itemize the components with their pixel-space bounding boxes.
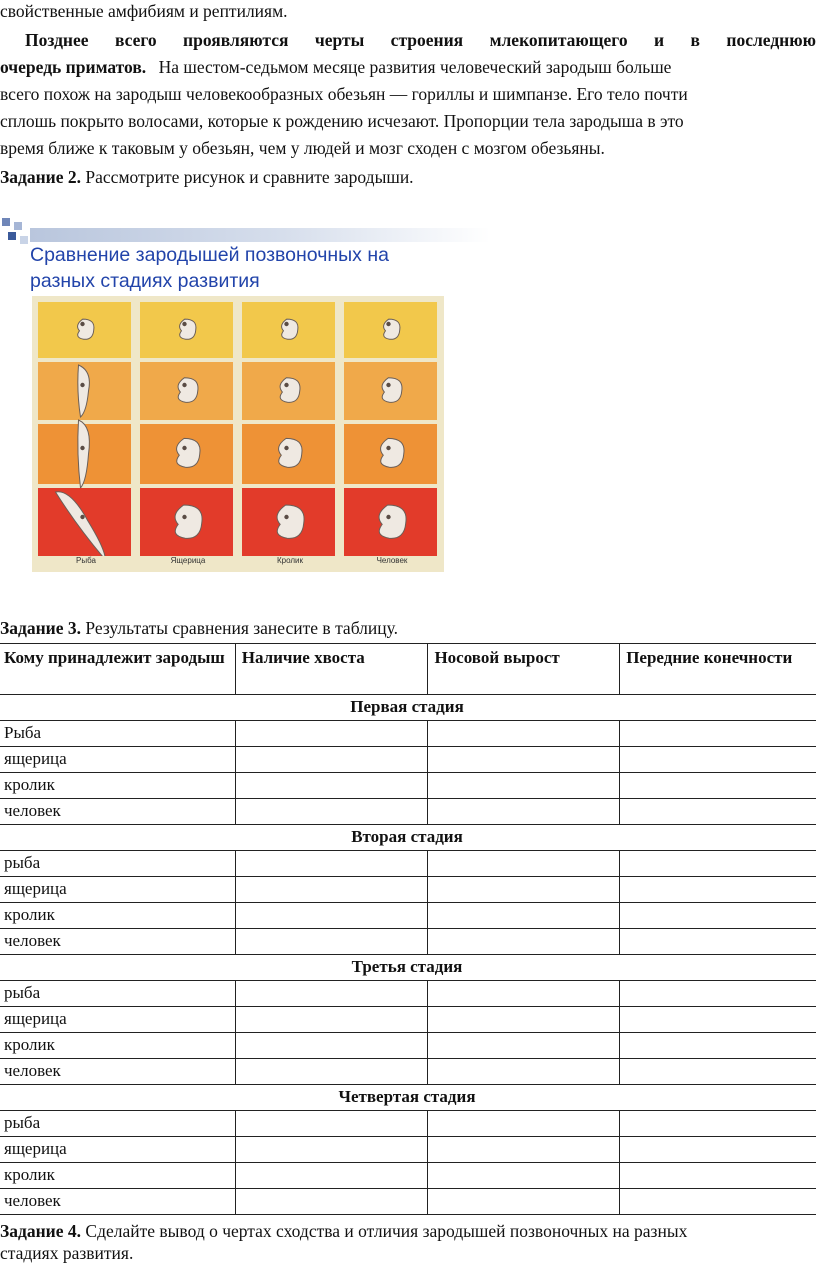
task-3-label: Задание 3. [0, 618, 82, 638]
table-row [0, 1137, 816, 1163]
paragraph-line-4: сплошь покрыто волосами, которые к рождению исчезают. Пропорции тела зародыша в это [0, 111, 684, 131]
answer-cell[interactable] [235, 1033, 428, 1059]
answer-cell[interactable] [428, 851, 620, 877]
answer-cell[interactable] [620, 877, 816, 903]
organism-cell: рыба [0, 1111, 235, 1137]
header-tail: Наличие хвоста [235, 644, 428, 695]
answer-cell[interactable] [235, 903, 428, 929]
answer-cell[interactable] [620, 1033, 816, 1059]
stage-row [0, 825, 816, 851]
embryo-shape [382, 378, 402, 403]
answer-cell[interactable] [620, 721, 816, 747]
answer-cell[interactable] [428, 1137, 620, 1163]
table-row [0, 1007, 816, 1033]
answer-cell[interactable] [620, 747, 816, 773]
comparison-table [0, 643, 816, 1215]
task-4-text-a: Сделайте вывод о чертах сходства и отличия зародышей позвоночных на разных [85, 1221, 688, 1241]
table-row [0, 1059, 816, 1085]
stage-row [0, 955, 816, 981]
task-2-text: Рассмотрите рисунок и сравните зародыши. [85, 167, 414, 187]
organism-cell: кролик [0, 903, 235, 929]
organism-cell: рыба [0, 981, 235, 1007]
decor-square [20, 236, 28, 244]
header-nose: Носовой вырост [428, 644, 620, 695]
stage-title: Четвертая стадия [0, 1085, 816, 1111]
organism-cell: рыба [0, 851, 235, 877]
answer-cell[interactable] [620, 799, 816, 825]
answer-cell[interactable] [620, 981, 816, 1007]
organism-cell: ящерица [0, 1007, 235, 1033]
embryo-shape [180, 319, 196, 339]
answer-cell[interactable] [235, 929, 428, 955]
answer-cell[interactable] [428, 1111, 620, 1137]
answer-cell[interactable] [428, 1189, 620, 1215]
stage-row [0, 1085, 816, 1111]
embryo-figure [32, 296, 444, 572]
decor-square [2, 218, 10, 226]
table-row [0, 981, 816, 1007]
decor-square [14, 222, 22, 230]
answer-cell[interactable] [620, 903, 816, 929]
organism-cell: человек [0, 1189, 235, 1215]
answer-cell[interactable] [620, 1111, 816, 1137]
embryo-shape [379, 505, 406, 538]
answer-cell[interactable] [235, 799, 428, 825]
table-row [0, 1163, 816, 1189]
answer-cell[interactable] [428, 799, 620, 825]
paragraph-line-5: время ближе к таковым у обезьян, чем у людей и мозг сходен с мозгом обезьяны. [0, 138, 605, 158]
embryo-shape [282, 319, 298, 339]
header-owner: Кому принадлежит зародыш [0, 644, 235, 695]
slide-title-line-1: Сравнение зародышей позвоночных на [30, 244, 389, 266]
answer-cell[interactable] [235, 1137, 428, 1163]
table-row [0, 903, 816, 929]
embryo-shape [280, 378, 300, 403]
answer-cell[interactable] [620, 773, 816, 799]
organism-cell: ящерица [0, 747, 235, 773]
embryo-shape [78, 319, 94, 339]
decor-square [8, 232, 16, 240]
organism-cell: кролик [0, 773, 235, 799]
answer-cell[interactable] [620, 929, 816, 955]
answer-cell[interactable] [428, 1059, 620, 1085]
answer-cell[interactable] [620, 851, 816, 877]
answer-cell[interactable] [620, 1059, 816, 1085]
table-row [0, 1111, 816, 1137]
embryo-shape [175, 505, 202, 538]
table-row [0, 851, 816, 877]
embryo-shape [381, 438, 404, 467]
organism-cell: кролик [0, 1163, 235, 1189]
caption-rabbit: Кролик [276, 556, 304, 565]
slide-title-line-2: разных стадиях развития [30, 270, 260, 292]
answer-cell[interactable] [428, 903, 620, 929]
table-row [0, 721, 816, 747]
embryo-shape [279, 438, 302, 467]
answer-cell[interactable] [620, 1137, 816, 1163]
task-3 [0, 615, 816, 642]
paragraph-bold-b: очередь приматов. [0, 57, 147, 77]
answer-cell[interactable] [428, 877, 620, 903]
answer-cell[interactable] [235, 1059, 428, 1085]
stage-row [0, 695, 816, 721]
answer-cell[interactable] [620, 1189, 816, 1215]
stage-title: Первая стадия [0, 695, 816, 721]
organism-cell: ящерица [0, 877, 235, 903]
embryo-shape [384, 319, 400, 339]
header-forelimbs: Передние конечности [620, 644, 816, 695]
table-row [0, 773, 816, 799]
answer-cell[interactable] [235, 1111, 428, 1137]
organism-cell: кролик [0, 1033, 235, 1059]
organism-cell: Рыба [0, 721, 235, 747]
answer-cell[interactable] [428, 721, 620, 747]
answer-cell[interactable] [235, 721, 428, 747]
caption-fish: Рыба [76, 556, 96, 565]
answer-cell[interactable] [428, 1007, 620, 1033]
embryo-shape [277, 505, 304, 538]
table-row [0, 1189, 816, 1215]
organism-cell: человек [0, 1059, 235, 1085]
answer-cell[interactable] [235, 1189, 428, 1215]
embryo-shape [178, 378, 198, 403]
task-4-label: Задание 4. [0, 1221, 82, 1241]
answer-cell[interactable] [235, 773, 428, 799]
embryo-grid [32, 296, 444, 556]
task-2-label: Задание 2. [0, 167, 82, 187]
answer-cell[interactable] [428, 1163, 620, 1189]
answer-cell[interactable] [235, 747, 428, 773]
table-row [0, 799, 816, 825]
caption-lizard: Ящерица [170, 556, 206, 565]
slide-title [30, 242, 500, 294]
answer-cell[interactable] [235, 1163, 428, 1189]
answer-cell[interactable] [620, 1163, 816, 1189]
answer-cell[interactable] [620, 1007, 816, 1033]
paragraph-line-2 [0, 54, 816, 81]
intro-line: свойственные амфибиям и рептилиям. [0, 1, 288, 21]
task-2 [0, 164, 816, 191]
stage-title: Третья стадия [0, 955, 816, 981]
table-row [0, 877, 816, 903]
table-row [0, 747, 816, 773]
answer-cell[interactable] [235, 1007, 428, 1033]
organism-cell: ящерица [0, 1137, 235, 1163]
answer-cell[interactable] [235, 851, 428, 877]
paragraph-line-3: всего похож на зародыш человекообразных обезьян — гориллы и шимпанзе. Его тело почти [0, 84, 688, 104]
caption-human: Человек [376, 556, 408, 565]
answer-cell[interactable] [428, 929, 620, 955]
task-4-line-2: стадиях развития. [0, 1243, 134, 1263]
table-row [0, 929, 816, 955]
answer-cell[interactable] [235, 877, 428, 903]
stage-title: Вторая стадия [0, 825, 816, 851]
paragraph-line-1 [0, 27, 816, 54]
answer-cell[interactable] [428, 747, 620, 773]
answer-cell[interactable] [235, 981, 428, 1007]
answer-cell[interactable] [428, 1033, 620, 1059]
table-header-row [0, 644, 816, 695]
organism-cell: человек [0, 799, 235, 825]
paragraph-bold-a: Позднее всего проявляются черты строения млекопитающего и в последнюю [25, 30, 816, 50]
slide-header-bar [30, 228, 490, 242]
paragraph-rest-b: На шестом-седьмом месяце развития человеческий зародыш больше [158, 57, 672, 77]
table-row [0, 1033, 816, 1059]
embryo-shape [177, 438, 200, 467]
task-3-text: Результаты сравнения занесите в таблицу. [85, 618, 398, 638]
answer-cell[interactable] [428, 773, 620, 799]
answer-cell[interactable] [428, 981, 620, 1007]
organism-cell: человек [0, 929, 235, 955]
